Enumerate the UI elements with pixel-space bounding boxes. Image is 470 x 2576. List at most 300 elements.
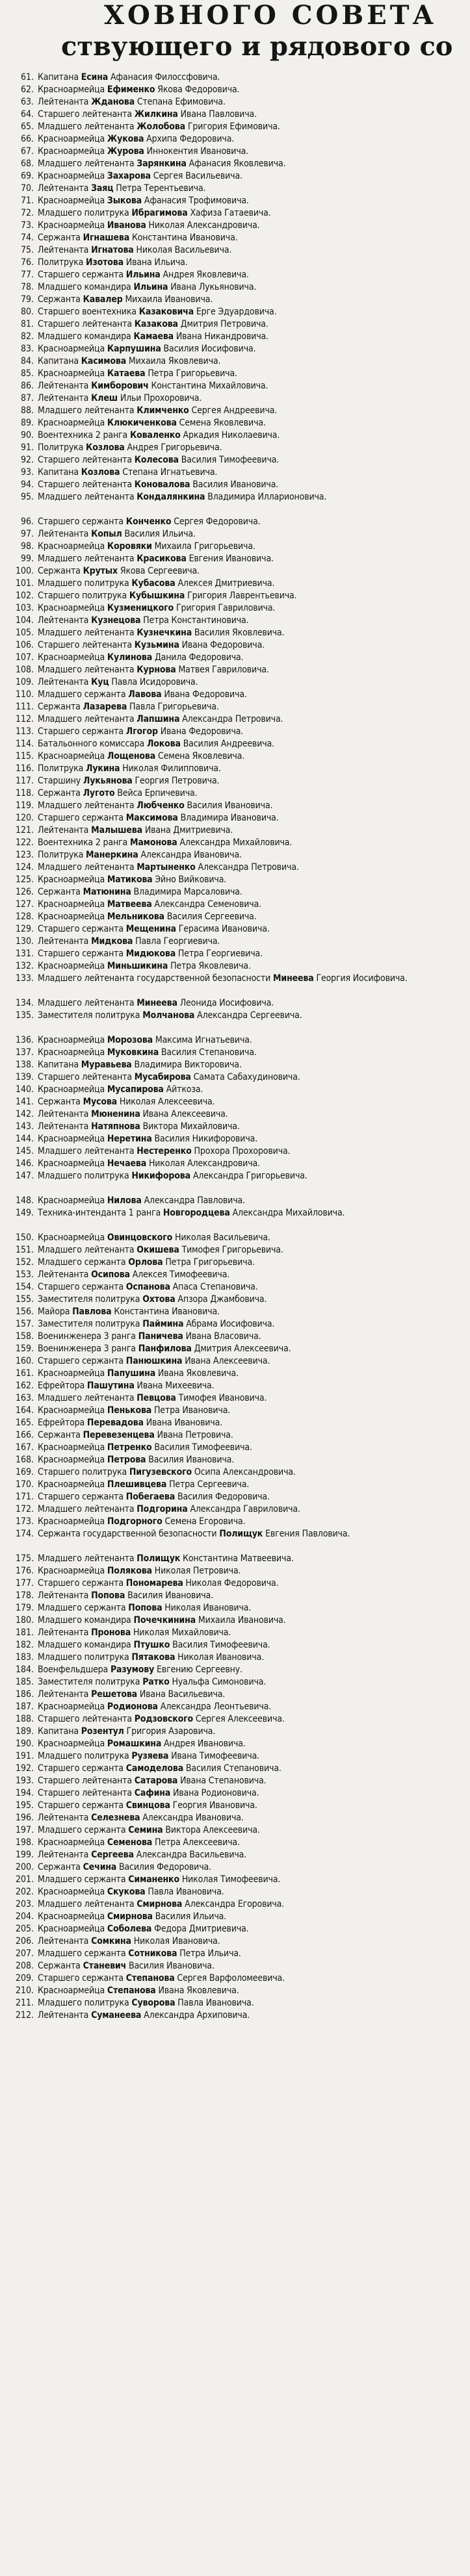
entry-given-names: Василия Ивановича. [187, 800, 273, 811]
entry-number: 139. [15, 1072, 34, 1082]
entry-text [38, 1812, 465, 1824]
entry-text [38, 1096, 465, 1108]
entry-given-names: Якова Сергеевича. [120, 566, 200, 576]
entry-surname: Неретина [107, 1134, 152, 1144]
entry-given-names: Андрея Григорьевича. [127, 442, 222, 453]
entry-text [38, 997, 465, 1010]
entry-surname: Симаненко [128, 1874, 179, 1885]
entry-rank: Младшего лейтенанта [38, 554, 135, 564]
entry-given-names: Петра Григорьевича. [165, 1257, 255, 1268]
entry-given-names: Василия Сергеевича. [166, 912, 257, 922]
entry-surname: Мамонова [129, 837, 177, 848]
entry-text [38, 405, 465, 417]
entry-text [38, 652, 465, 664]
entry-number: 106. [15, 640, 34, 650]
entry-number: 156. [15, 1307, 34, 1317]
entry-given-names: Якова Федоровича. [157, 84, 240, 95]
entry-surname: Коровяки [107, 541, 152, 552]
entry-rank: Младшего командира [38, 1615, 131, 1626]
entry-given-names: Афанасия Филоссфовича. [110, 72, 220, 83]
entry-given-names: Сергея Васильевича. [153, 171, 242, 181]
entry-surname: Кондалянкина [137, 492, 205, 502]
entry-number: 148. [15, 1195, 34, 1206]
entry-number: 190. [15, 1739, 34, 1749]
entry-surname: Нестеренко [137, 1146, 192, 1156]
entry-surname: Окишева [137, 1245, 179, 1255]
entry-text [38, 1577, 465, 1590]
entry-number: 186. [15, 1689, 34, 1700]
entry-rank: Старшего сержанта [38, 270, 124, 280]
entry-rank: Техника-интенданта 1 ранга [38, 1208, 161, 1218]
entry-rank: Красноармейца [38, 418, 105, 428]
entry-surname: Орлова [128, 1257, 163, 1268]
entry-number: 166. [15, 1430, 34, 1440]
entry-text [38, 973, 465, 985]
entry-surname: Журова [107, 146, 144, 157]
entry-surname: Перевадова [86, 1418, 144, 1428]
entry-number: 75. [20, 245, 34, 255]
entry-surname: Сергеева [91, 1850, 134, 1860]
entry-rank: Красноармейца [38, 751, 105, 761]
entry-number: 194. [15, 1788, 34, 1798]
entry-rank: Капитана [38, 356, 79, 366]
entry-number: 107. [15, 652, 34, 663]
entry-rank: Капитана [38, 467, 79, 478]
entry-text [38, 713, 465, 726]
entry-text [38, 1553, 465, 1565]
entry-given-names: Василия Степановича. [185, 1763, 281, 1774]
entry-surname: Климченко [137, 405, 189, 416]
entry-surname: Птушко [133, 1640, 170, 1650]
entry-text [38, 1269, 465, 1281]
entry-text [38, 837, 465, 849]
entry-rank: Красноармейца [38, 1084, 105, 1095]
entry-number: 125. [15, 874, 34, 885]
entry-given-names: Николая Ивановича. [164, 1603, 252, 1613]
entry-given-names: Константина Матвеевича. [183, 1553, 294, 1564]
entry-rank: Младшего лейтенанта [38, 665, 135, 675]
entry-given-names: Владимира Викторовича. [134, 1060, 242, 1070]
entry-text [38, 133, 465, 146]
entry-rank: Красноармейца [38, 874, 105, 885]
entry-surname: Курнова [137, 665, 176, 675]
entry-surname: Муравьева [81, 1060, 132, 1070]
entry-surname: Ильина [133, 282, 168, 292]
entry-number: 89. [20, 418, 34, 428]
entry-number: 164. [15, 1405, 34, 1416]
entry-rank: Лейтенанта [38, 1850, 89, 1860]
entry-text [38, 824, 465, 837]
entry-text [38, 380, 465, 392]
entry-text [38, 1491, 465, 1503]
entry-text [38, 1232, 465, 1244]
entry-given-names: Александра Петровича. [198, 862, 299, 873]
entry-number: 69. [20, 171, 34, 181]
entry-number: 68. [20, 159, 34, 169]
entry-surname: Любченко [137, 800, 185, 811]
entry-surname: Лапшина [137, 714, 180, 724]
entry-given-names: Николая Васильевича. [175, 1232, 270, 1243]
entry-rank: Старшего сержанта [38, 1356, 124, 1366]
entry-number: 123. [15, 850, 34, 860]
entry-given-names: Петра Ивановича. [153, 1405, 231, 1416]
entry-number: 99. [20, 554, 34, 564]
entry-rank: Ефрейтора [38, 1381, 85, 1391]
entry-number: 128. [15, 912, 34, 922]
entry-text [38, 1059, 465, 1071]
entry-given-names: Апаса Степановича. [172, 1282, 258, 1292]
entry-given-names: Ивана Степановича. [180, 1776, 267, 1786]
entry-given-names: Александра Павловича. [144, 1195, 245, 1206]
entry-rank: Майора [38, 1307, 70, 1317]
entry-given-names: Георгия Петровича. [135, 776, 220, 786]
entry-surname: Ратко [142, 1677, 170, 1687]
entry-rank: Красноармейца [38, 961, 105, 971]
entry-number: 81. [20, 319, 34, 329]
entry-given-names: Алексея Дмитриевича. [177, 578, 275, 589]
entry-number: 118. [15, 788, 34, 798]
page-header [0, 0, 470, 68]
entry-surname: Новгородцева [163, 1208, 230, 1218]
entry-given-names: Василия Тимофеевича. [154, 1442, 252, 1453]
entry-given-names: Николая Филипповича. [122, 763, 221, 774]
entry-text [38, 392, 465, 405]
entry-rank: Капитана [38, 1726, 79, 1737]
entry-text [38, 1331, 465, 1343]
entry-text [38, 1664, 465, 1676]
entry-surname: Клеш [91, 393, 118, 403]
entry-rank: Красноармейца [38, 1516, 105, 1527]
entry-number: 64. [20, 109, 34, 120]
entry-surname: Почечкинина [133, 1615, 196, 1626]
entry-rank: Ефрейтора [38, 1418, 85, 1428]
entry-number: 150. [15, 1232, 34, 1243]
entry-text [38, 1639, 465, 1651]
entry-rank: Лейтенанта [38, 381, 89, 391]
entry-given-names: Василия Никифоровича. [154, 1134, 258, 1144]
entry-number: 209. [15, 1973, 34, 1983]
entry-text [38, 1392, 465, 1405]
entry-text [38, 590, 465, 602]
entry-number: 175. [15, 1553, 34, 1564]
entry-surname: Кузнечкина [137, 628, 192, 638]
entry-rank: Младшего командира [38, 1640, 131, 1650]
entry-rank: Лейтенанта [38, 615, 89, 626]
entry-surname: Жукова [107, 134, 144, 144]
entry-rank: Младшего лейтенанта [38, 1146, 135, 1156]
entry-surname: Сечина [83, 1862, 117, 1872]
entry-given-names: Ивана Алексеевича. [142, 1109, 228, 1119]
entry-number: 151. [15, 1245, 34, 1255]
entry-number: 178. [15, 1590, 34, 1601]
entry-surname: Максимова [125, 813, 178, 823]
entry-number: 129. [15, 924, 34, 934]
entry-surname: Казаковича [138, 307, 194, 317]
entry-text [38, 1454, 465, 1466]
entry-rank: Младшего политрука [38, 578, 129, 589]
entry-given-names: Герасима Ивановича. [178, 924, 270, 934]
header-line-2: ствующего и рядового со [61, 31, 453, 62]
entry-surname: Крутых [83, 566, 118, 576]
entry-surname: Захарова [107, 171, 151, 181]
entry-rank: Лейтенанта [38, 677, 89, 687]
entry-number: 170. [15, 1479, 34, 1490]
entry-rank: Старшего сержанта [38, 726, 124, 737]
entry-rank: Красноармейца [38, 603, 105, 613]
entry-rank: Красноармейца [38, 1911, 105, 1922]
entry-text [38, 1997, 465, 2009]
entry-number: 74. [20, 233, 34, 243]
entry-given-names: Аркадия Николаевича. [183, 430, 280, 440]
entry-given-names: Василия Ильича. [155, 1911, 227, 1922]
entry-given-names: Петра Константиновича. [143, 615, 249, 626]
entry-given-names: Сергея Алексеевича. [195, 1714, 285, 1724]
entry-rank: Старшего сержанта [38, 924, 124, 934]
entry-number: 62. [20, 84, 34, 95]
entry-given-names: Константина Ивановича. [131, 233, 238, 243]
entry-text [38, 1676, 465, 1689]
entry-given-names: Александра Григорьевича. [192, 1171, 307, 1181]
entry-given-names: Нуальфа Симоновича. [172, 1677, 267, 1687]
entry-number: 97. [20, 529, 34, 539]
entry-rank: Военфельдшера [38, 1664, 109, 1675]
entry-rank: Капитана [38, 1060, 79, 1070]
entry-given-names: Степана Ефимовича. [137, 97, 226, 107]
entry-surname: Оспанова [125, 1282, 170, 1292]
entry-rank: Воентехника 2 ранга [38, 837, 128, 848]
entry-surname: Лукина [86, 763, 120, 774]
entry-given-names: Эйно Вийковича. [155, 874, 227, 885]
entry-number: 179. [15, 1603, 34, 1613]
entry-text [38, 639, 465, 652]
entry-number: 65. [20, 121, 34, 132]
entry-given-names: Ивана Ивановича. [146, 1418, 223, 1428]
entry-rank: Военинженера 3 ранга [38, 1344, 136, 1354]
entry-given-names: Александра Михайловича. [179, 837, 293, 848]
entry-surname: Родионова [107, 1702, 158, 1712]
entry-given-names: Прохора Прохоровича. [194, 1146, 291, 1156]
entry-number: 133. [15, 973, 34, 984]
entry-rank: Сержанта [38, 1430, 81, 1440]
entry-text [38, 1590, 465, 1602]
entry-given-names: Дмитрия Алексеевича. [194, 1344, 291, 1354]
entry-rank: Красноармейца [38, 912, 105, 922]
entry-surname: Подгорного [107, 1516, 163, 1527]
entry-given-names: Михаила Ивановича. [125, 294, 213, 305]
entry-surname: Натяпнова [91, 1121, 140, 1132]
entry-given-names: Павла Георгиевича. [135, 936, 220, 947]
entry-given-names: Александра Ивановича. [142, 1813, 244, 1823]
entry-given-names: Василия Ивановича. [192, 479, 279, 490]
entry-surname: Зыкова [107, 196, 142, 206]
entry-number: 63. [20, 97, 34, 107]
entry-rank: Лейтенанта [38, 1590, 89, 1601]
entry-rank: Красноармейца [38, 1134, 105, 1144]
entry-rank: Младшего командира [38, 282, 131, 292]
entry-number: 117. [15, 776, 34, 786]
entry-rank: Старшего сержанта [38, 1492, 124, 1502]
entry-text [38, 874, 465, 886]
entry-rank: Старшего лейтенанта [38, 640, 132, 650]
entry-rank: Красноармейца [38, 899, 105, 910]
entry-surname: Кубышкина [129, 591, 185, 601]
entry-rank: Старшего лейтенанта [38, 1072, 132, 1082]
entry-surname: Молчанова [142, 1010, 195, 1021]
entry-text [38, 1343, 465, 1355]
entry-text [38, 787, 465, 800]
entry-rank: Политрука [38, 257, 84, 268]
entry-rank: Красноармейца [38, 1158, 105, 1169]
entry-rank: Заместителя политрука [38, 1677, 140, 1687]
entry-text [38, 923, 465, 936]
entry-text [38, 1244, 465, 1256]
entry-rank: Младшего политрука [38, 1171, 129, 1181]
entry-text [38, 689, 465, 701]
entry-text [38, 1837, 465, 1849]
entry-text [38, 1195, 465, 1207]
entry-surname: Лазарева [83, 702, 127, 712]
entry-given-names: Константина Михайловича. [151, 381, 268, 391]
entry-surname: Певцова [137, 1393, 176, 1403]
entry-rank: Младшего лейтенанта [38, 1899, 135, 1909]
entry-number: 72. [20, 208, 34, 218]
entry-number: 149. [15, 1208, 34, 1218]
entry-rank: Красноармейца [38, 1195, 105, 1206]
entry-given-names: Самата Сабахудиновича. [193, 1072, 300, 1082]
entry-rank: Старшего сержанта [38, 1578, 124, 1588]
entry-rank: Заместителя политрука [38, 1010, 140, 1021]
entry-given-names: Владимира Ивановича. [180, 813, 279, 823]
entry-text [38, 1442, 465, 1454]
entry-text [38, 220, 465, 232]
entry-text [38, 541, 465, 553]
entry-given-names: Василия Ивановича. [148, 1455, 235, 1465]
entry-rank: Лейтенанта [38, 1689, 89, 1700]
entry-rank: Старшего сержанта [38, 1800, 124, 1811]
entry-number: 207. [15, 1948, 34, 1959]
entry-number: 109. [15, 677, 34, 687]
entry-text [38, 1824, 465, 1837]
entry-given-names: Александра Васильевича. [136, 1850, 247, 1860]
entry-surname: Казакова [134, 319, 178, 329]
entry-number: 195. [15, 1800, 34, 1811]
entry-number: 141. [15, 1097, 34, 1107]
entry-given-names: Ивана Федоровича. [181, 640, 265, 650]
entry-given-names: Ивана Михеевича. [137, 1381, 215, 1391]
entry-text [38, 1145, 465, 1158]
entry-text [38, 368, 465, 380]
entry-number: 204. [15, 1911, 34, 1922]
entry-given-names: Павла Ивановича. [148, 1887, 224, 1897]
entry-surname: Малышева [91, 825, 142, 835]
entry-given-names: Апзора Джамбовича. [177, 1294, 267, 1305]
entry-number: 154. [15, 1282, 34, 1292]
entry-rank: Красноармейца [38, 1368, 105, 1379]
entry-rank: Красноармейца [38, 1924, 105, 1934]
entry-number: 146. [15, 1158, 34, 1169]
entry-text [38, 775, 465, 787]
entry-surname: Мусапирова [107, 1084, 164, 1095]
entry-text [38, 676, 465, 689]
entry-given-names: Василия Федоровича. [177, 1492, 270, 1502]
entry-surname: Изотова [86, 257, 124, 268]
entry-surname: Миньшикина [107, 961, 168, 971]
entry-text [38, 1207, 465, 1219]
entry-text [38, 466, 465, 479]
entry-surname: Пятакова [131, 1652, 176, 1663]
entry-given-names: Николая Ивановича. [133, 1936, 220, 1946]
entry-given-names: Иннокентия Ивановича. [146, 146, 249, 157]
entry-rank: Старшего сержанта [38, 1973, 124, 1983]
entry-number: 167. [15, 1442, 34, 1453]
entry-text [38, 701, 465, 713]
entry-text [38, 1689, 465, 1701]
entry-rank: Красноармейца [38, 171, 105, 181]
entry-number: 79. [20, 294, 34, 305]
entry-rank: Младшего лейтенанта [38, 121, 135, 132]
entry-surname: Жданова [91, 97, 135, 107]
entry-number: 124. [15, 862, 34, 873]
entry-text [38, 1084, 465, 1096]
entry-given-names: Ивана Родионовича. [173, 1788, 259, 1798]
entry-rank: Младшего лейтенанта [38, 1504, 135, 1514]
entry-number: 83. [20, 344, 34, 354]
entry-surname: Мидюкова [125, 949, 176, 959]
entry-number: 162. [15, 1381, 34, 1391]
entry-text [38, 911, 465, 923]
entry-surname: Семина [128, 1825, 163, 1835]
entry-given-names: Николая Александровича. [148, 1158, 260, 1169]
entry-rank: Младшего лейтенанта государственной безопасности [38, 973, 271, 984]
entry-given-names: Александра Сергеевича. [197, 1010, 302, 1021]
entry-rank: Воентехника 2 ранга [38, 430, 128, 440]
entry-rank: Лейтенанта [38, 529, 89, 539]
entry-surname: Кулинова [107, 652, 153, 663]
entry-number: 153. [15, 1269, 34, 1280]
entry-rank: Красноармейца [38, 1985, 105, 1996]
entry-surname: Лугото [83, 788, 115, 798]
entry-given-names: Тимофея Ивановича. [178, 1393, 267, 1403]
entry-given-names: Осипа Александровича. [194, 1467, 296, 1477]
entry-given-names: Семена Яковлевича. [157, 751, 245, 761]
entry-number: 145. [15, 1146, 34, 1156]
entry-text [38, 1503, 465, 1516]
entry-text [38, 2009, 465, 2022]
entry-number: 168. [15, 1455, 34, 1465]
entry-text [38, 294, 465, 306]
entry-number: 105. [15, 628, 34, 638]
entry-rank: Младшего лейтенанта [38, 998, 135, 1008]
entry-text [38, 1108, 465, 1121]
entry-surname: Камаева [133, 331, 174, 342]
entry-text [38, 615, 465, 627]
entry-rank: Старшего политрука [38, 1467, 127, 1477]
entry-given-names: Василия Тимофеевича. [181, 455, 280, 465]
entry-surname: Кузьмина [134, 640, 179, 650]
entry-surname: Мещенина [125, 924, 176, 934]
entry-surname: Заяц [91, 183, 114, 194]
entry-surname: Осипова [91, 1269, 130, 1280]
entry-number: 171. [15, 1492, 34, 1502]
award-list [0, 71, 470, 2573]
entry-given-names: Леонида Иосифовича. [179, 998, 274, 1008]
entry-surname: Полищук [137, 1553, 181, 1564]
entry-text [38, 1256, 465, 1269]
entry-rank: Лейтенанта [38, 936, 89, 947]
entry-rank: Старшего лейтенанта [38, 1776, 132, 1786]
entry-text [38, 281, 465, 294]
entry-number: 184. [15, 1664, 34, 1675]
